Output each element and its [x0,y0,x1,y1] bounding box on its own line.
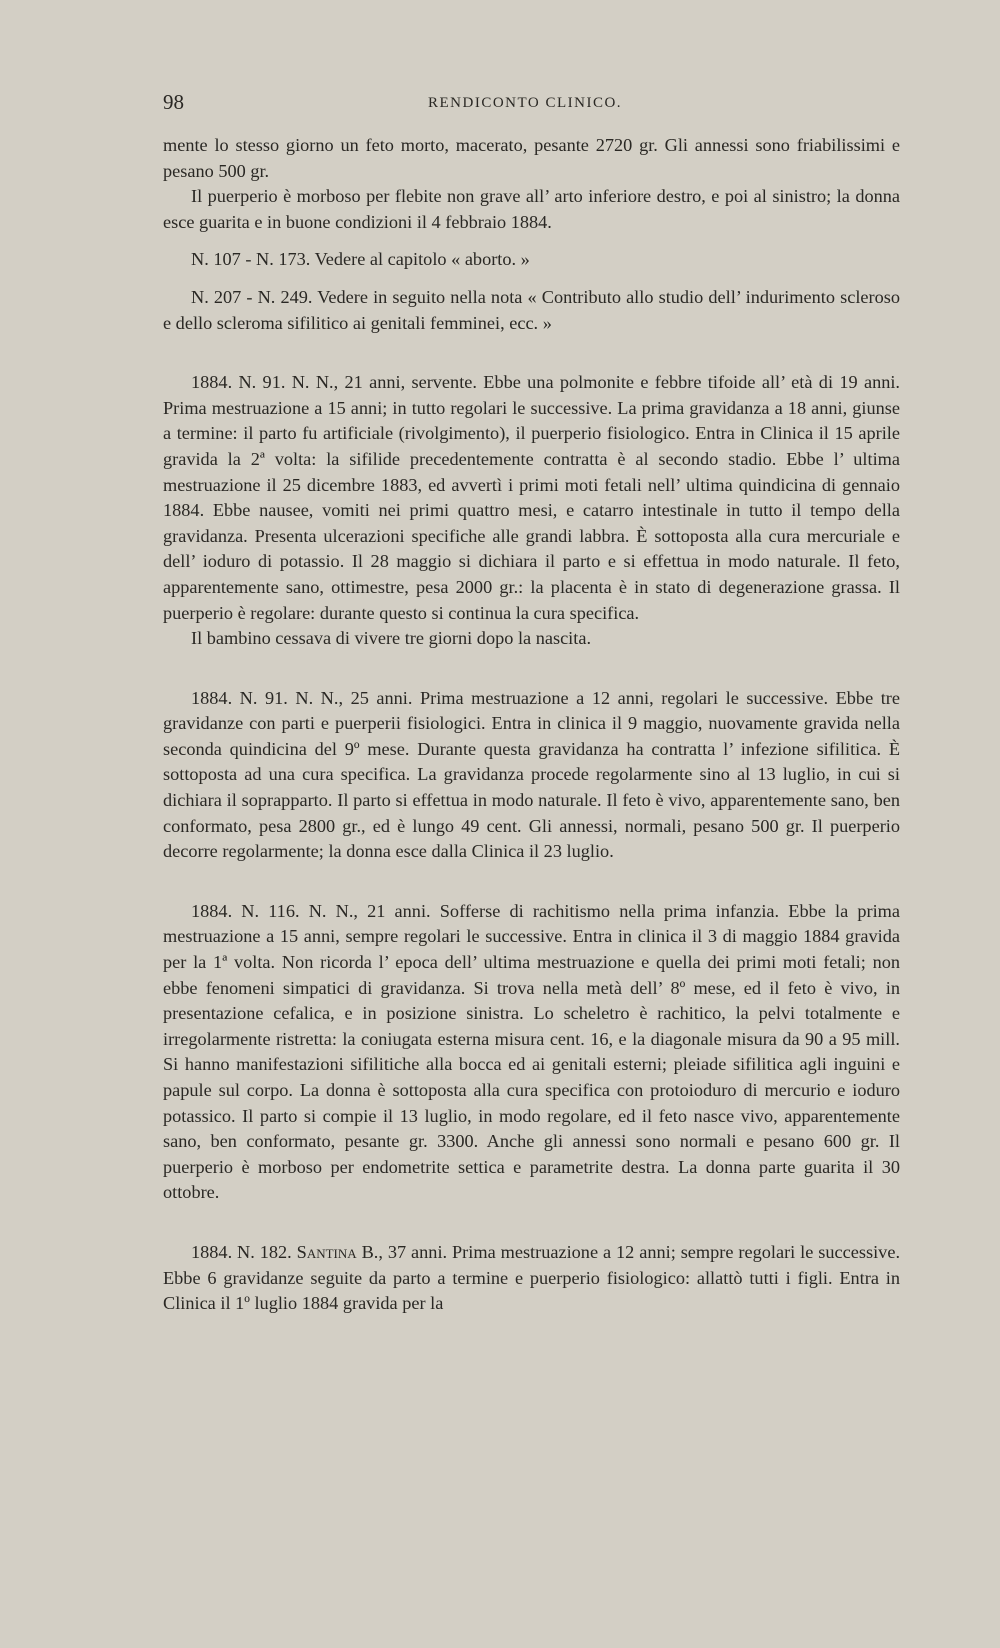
case-report-182 [163,1240,900,1317]
patient-name: Santina B. [296,1241,379,1262]
paragraph-reference-nota: N. 207 - N. 249. Vedere in seguito nella nota « Contributo allo studio dell’ indurimento scleroso e dello scleroma sifilitico ai genitali femminei, ecc. » [163,286,900,333]
page-number: 98 [163,90,184,114]
case-182-lead: 1884. N. 182. [191,1241,297,1262]
case-182-text: , 37 anni. Prima mestruazione a 12 anni; sempre regolari le successive. Ebbe 6 gravidanze seguite da parto a termine e puerperio fisiologico: allattò tutti i figli. Entra in Clinica il 1º luglio 1884 gravida per la [163,1241,901,1314]
case-report-116: 1884. N. 116. N. N., 21 anni. Sofferse di rachitismo nella prima infanzia. Ebbe la prima mestruazione a 15 anni, sempre regolari le successive. Entra in clinica il 3 di maggio 1884 gravida per la 1ª volta. Non ricorda l’ epoca dell’ ultima mestruazione e quella dei primi moti fetali; non ebbe fenomeni simpatici di gravidanza. Si trova nella metà dell’ 8º mese, ed il feto è vivo, in presentazione cefalica, e in posizione sinistra. Lo scheletro è rachitico, la pelvi totalmente e irregolarmente ristretta: la coniugata esterna misura cent. 16, e la diagonale misura da 90 a 95 mill. Si hanno manifestazioni sifilitiche alla bocca ed ai genitali esterni; pleiade sifilitica agli inguini e papule sul corpo. La donna è sottoposta alla cura specifica con protoioduro di mercurio e ioduro potassico. Il parto si compie il 13 luglio, in modo regolare, ed il feto nasce vivo, apparentemente sano, ben conformato, pesante gr. 3300. Anche gli annessi sono normali e pesano 600 gr. Il puerperio è morboso per endometrite settica e parametrite destra. La donna parte guarita il 30 ottobre. [163,900,900,1203]
paragraph-bambino: Il bambino cessava di vivere tre giorni dopo la nascita. [191,628,592,649]
running-title: RENDICONTO CLINICO. [428,95,623,111]
case-report-91-25-anni: 1884. N. 91. N. N., 25 anni. Prima mestruazione a 12 anni, regolari le successive. Ebbe tre gravidanze con parti e puerperii fisiologici. Entra in clinica il 9 maggio, nuovamente gravida nella seconda quindicina del 9º mese. Durante questa gravidanza ha contratta l’ infezione sifilitica. È sottoposta ad una cura specifica. La gravidanza procede regolarmente sino al 13 luglio, in cui si dichiara il soprapparto. Il parto si effettua in modo naturale. Il feto è vivo, apparentemente sano, ben conformato, pesa 2800 gr., ed è lungo 49 cent. Gli annessi, normali, pesano 500 gr. Il puerperio decorre regolarmente; la donna esce dalla Clinica il 23 luglio. [163,687,900,862]
paragraph-continuation: mente lo stesso giorno un feto morto, macerato, pesante 2720 gr. Gli annessi sono friabilissimi e pesano 500 gr. [163,135,900,181]
paragraph-puerperio: Il puerperio è morboso per flebite non grave all’ arto inferiore destro, e poi al sinistro; la donna esce guarita e in buone condizioni il 4 febbraio 1884. [163,186,900,232]
case-report-91-servente: 1884. N. 91. N. N., 21 anni, servente. Ebbe una polmonite e febbre tifoide all’ età di 19 anni. Prima mestruazione a 15 anni; in tutto regolari le successive. La prima gravidanza a 18 anni, giunse a termine: il parto fu artificiale (rivolgimento), il puerperio fisiologico. Entra in Clinica il 15 aprile gravida la 2ª volta: la sifilide precedentemente contratta è al secondo stadio. Ebbe l’ ultima mestruazione il 25 dicembre 1883, ed avvertì i primi moti fetali nell’ ultima quindicina di gennaio 1884. Ebbe nausee, vomiti nei primi quattro mesi, e catarro intestinale in tutto il tempo della gravidanza. Presenta ulcerazioni specifiche alle grandi labbra. È sottoposta alla cura mercuriale e dell’ ioduro di potassio. Il 28 maggio si dichiara il parto e si effettua in modo naturale. Il feto, apparentemente sano, ottimestre, pesa 2000 gr.: la placenta è in stato di degenerazione grassa. Il puerperio è regolare: durante questo si continua la cura specifica. [163,372,900,623]
page-header [163,90,900,120]
page-body [163,133,900,1317]
paragraph-reference-aborto: N. 107 - N. 173. Vedere al capitolo « aborto. » [191,249,530,270]
